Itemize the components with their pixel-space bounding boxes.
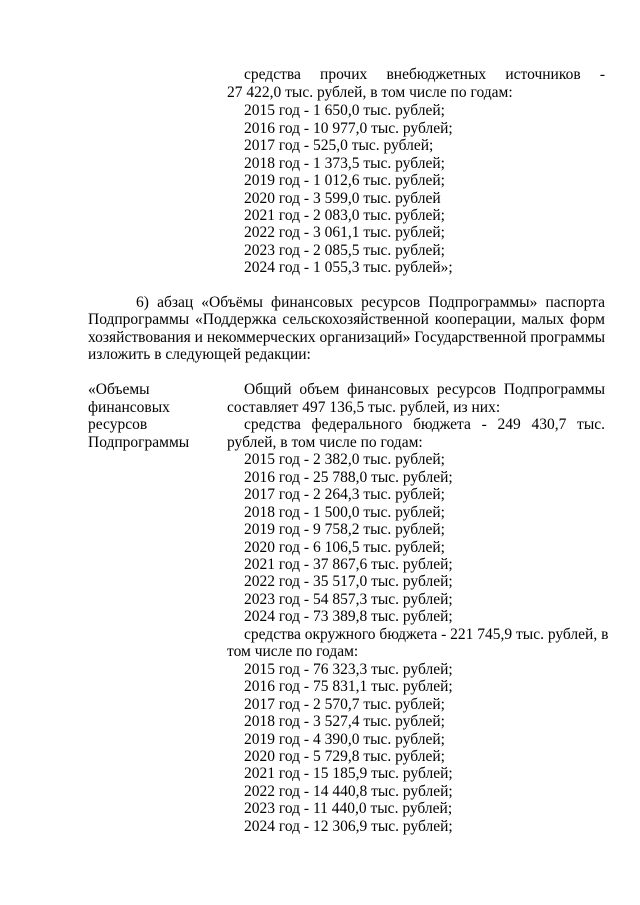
year-line: 2018 год - 3 527,4 тыс. рублей; bbox=[244, 713, 445, 730]
year-line: 2016 год - 10 977,0 тыс. рублей; bbox=[244, 120, 453, 137]
paragraph6-line2: Подпрограммы «Поддержка сельскохозяйственной кооперации, малых форм bbox=[88, 311, 605, 328]
year-line: 2019 год - 1 012,6 тыс. рублей; bbox=[244, 172, 445, 189]
year-line: 2017 год - 2 264,3 тыс. рублей; bbox=[244, 486, 445, 503]
table-left-label: Подпрограммы bbox=[88, 434, 190, 451]
year-line: 2021 год - 2 083,0 тыс. рублей; bbox=[244, 207, 445, 224]
year-line: 2022 год - 35 517,0 тыс. рублей; bbox=[244, 573, 453, 590]
year-line: 2019 год - 4 390,0 тыс. рублей; bbox=[244, 731, 445, 748]
table-left-label: «Объемы bbox=[88, 381, 150, 398]
other-sources-line2: 27 422,0 тыс. рублей, в том числе по годам: bbox=[227, 84, 513, 101]
year-line: 2017 год - 525,0 тыс. рублей; bbox=[244, 137, 434, 154]
year-line: 2023 год - 11 440,0 тыс. рублей; bbox=[244, 800, 453, 817]
federal-line2: рублей, в том числе по годам: bbox=[227, 434, 423, 451]
table-left-label: ресурсов bbox=[88, 416, 148, 433]
year-line: 2018 год - 1 500,0 тыс. рублей; bbox=[244, 504, 445, 521]
total-line2: составляет 497 136,5 тыс. рублей, из них: bbox=[227, 399, 501, 416]
year-line: 2022 год - 14 440,8 тыс. рублей; bbox=[244, 783, 453, 800]
district-line1: средства окружного бюджета - 221 745,9 тыс. рублей, в bbox=[244, 626, 609, 643]
year-line: 2023 год - 2 085,5 тыс. рублей; bbox=[244, 242, 445, 259]
year-line: 2023 год - 54 857,3 тыс. рублей; bbox=[244, 591, 453, 608]
year-line: 2024 год - 73 389,8 тыс. рублей; bbox=[244, 608, 453, 625]
other-sources-line1: средства прочих внебюджетных источников - bbox=[244, 66, 605, 83]
federal-line1: средства федерального бюджета - 249 430,7 тыс. bbox=[244, 416, 605, 433]
year-line: 2021 год - 15 185,9 тыс. рублей; bbox=[244, 765, 453, 782]
year-line: 2016 год - 25 788,0 тыс. рублей; bbox=[244, 469, 453, 486]
paragraph6-line3: хозяйствования и некоммерческих организаций» Государственной программы bbox=[88, 329, 606, 346]
paragraph6-line1: 6) абзац «Объёмы финансовых ресурсов Подпрограммы» паспорта bbox=[136, 294, 605, 311]
year-line: 2015 год - 2 382,0 тыс. рублей; bbox=[244, 451, 445, 468]
year-line: 2024 год - 1 055,3 тыс. рублей»; bbox=[244, 259, 453, 276]
year-line: 2016 год - 75 831,1 тыс. рублей; bbox=[244, 678, 453, 695]
district-line2: том числе по годам: bbox=[227, 643, 359, 660]
year-line: 2015 год - 76 323,3 тыс. рублей; bbox=[244, 661, 453, 678]
year-line: 2018 год - 1 373,5 тыс. рублей; bbox=[244, 155, 445, 172]
year-line: 2021 год - 37 867,6 тыс. рублей; bbox=[244, 556, 453, 573]
year-line: 2020 год - 5 729,8 тыс. рублей; bbox=[244, 748, 445, 765]
year-line: 2024 год - 12 306,9 тыс. рублей; bbox=[244, 818, 453, 835]
paragraph6-line4: изложить в следующей редакции: bbox=[88, 346, 311, 363]
year-line: 2017 год - 2 570,7 тыс. рублей; bbox=[244, 696, 445, 713]
year-line: 2020 год - 3 599,0 тыс. рублей bbox=[244, 190, 441, 207]
year-line: 2015 год - 1 650,0 тыс. рублей; bbox=[244, 102, 445, 119]
year-line: 2020 год - 6 106,5 тыс. рублей; bbox=[244, 539, 445, 556]
year-line: 2022 год - 3 061,1 тыс. рублей; bbox=[244, 224, 445, 241]
year-line: 2019 год - 9 758,2 тыс. рублей; bbox=[244, 521, 445, 538]
total-line1: Общий объем финансовых ресурсов Подпрограммы bbox=[244, 381, 605, 398]
table-left-label: финансовых bbox=[88, 399, 170, 416]
